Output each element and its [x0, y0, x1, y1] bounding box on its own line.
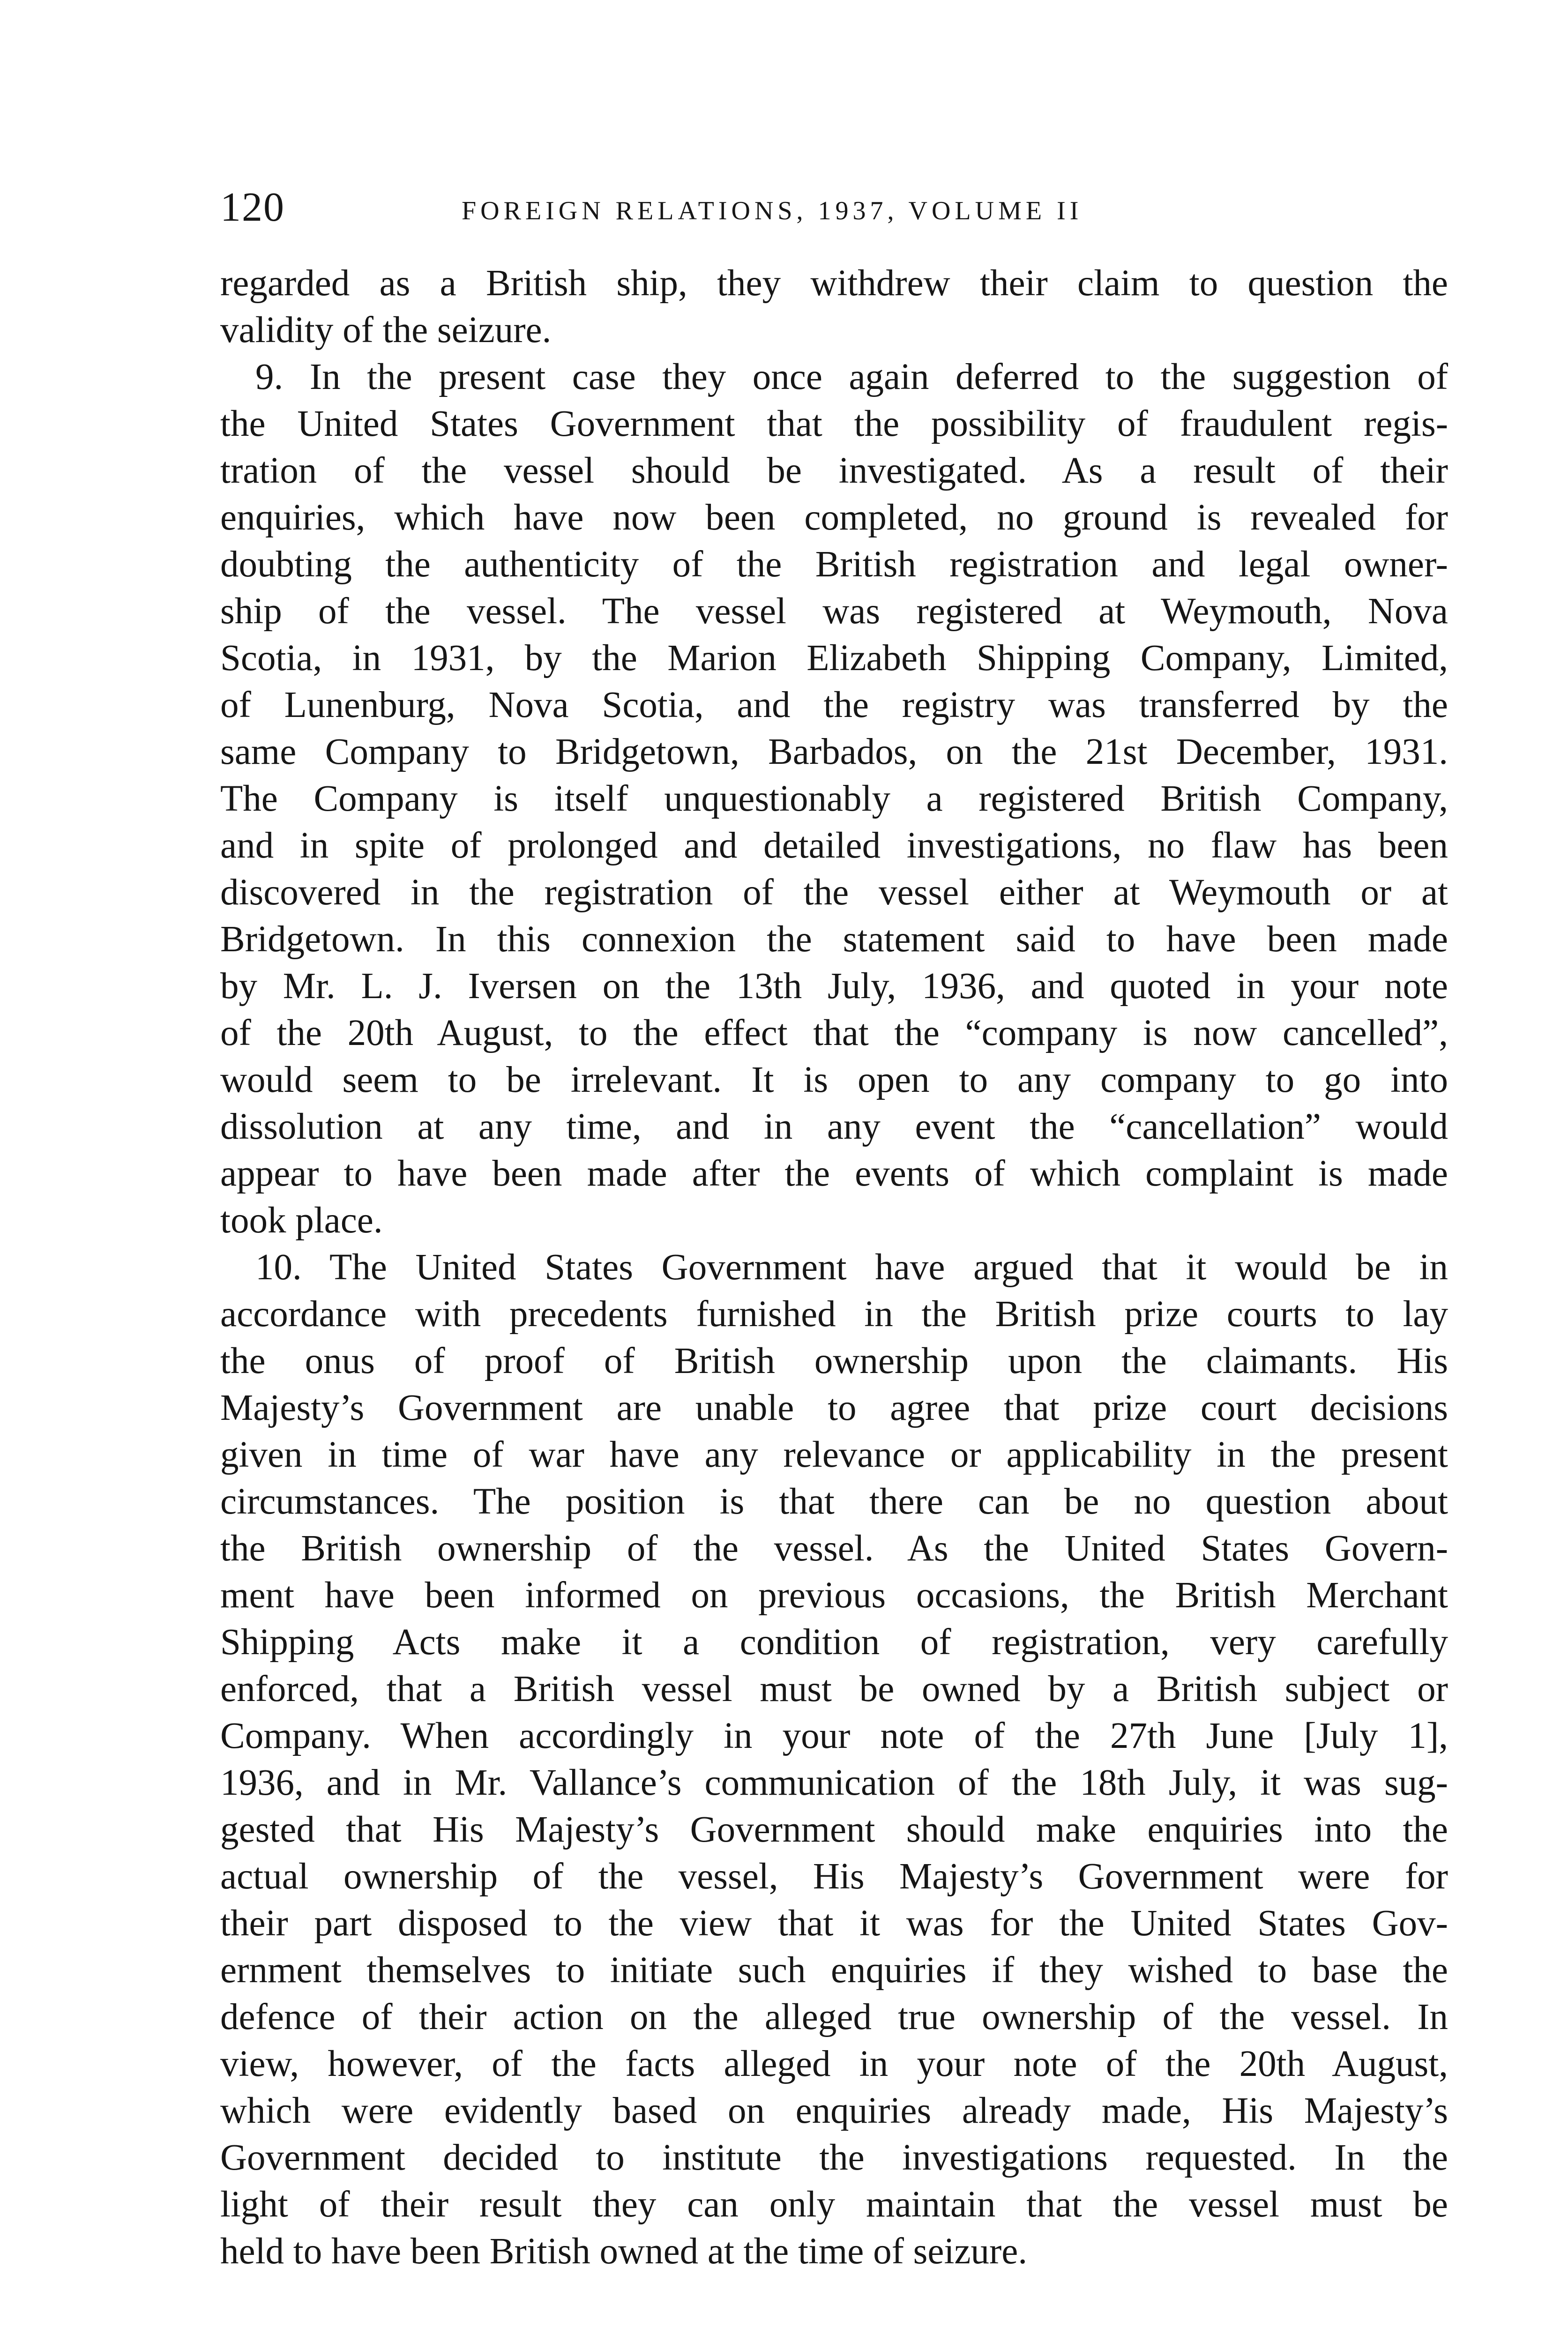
text-line: their part disposed to the view that it was for the United States Gov- — [220, 1903, 1448, 1944]
text-line: Bridgetown. In this connexion the statement said to have been made — [220, 919, 1448, 960]
text-line: 10. The United States Government have argued that it would be in — [255, 1247, 1448, 1288]
text-line: validity of the seizure. — [220, 310, 552, 351]
text-line: Company. When accordingly in your note of the 27th June [July 1], — [220, 1716, 1448, 1756]
text-line: appear to have been made after the events of which complaint is made — [220, 1153, 1448, 1194]
text-line: tration of the vessel should be investigated. As a result of their — [220, 450, 1448, 491]
text-line: accordance with precedents furnished in the British prize courts to lay — [220, 1294, 1448, 1335]
text-line: Scotia, in 1931, by the Marion Elizabeth Shipping Company, Limited, — [220, 638, 1448, 679]
text-line: and in spite of prolonged and detailed investigations, no flaw has been — [220, 825, 1448, 866]
text-line: the onus of proof of British ownership upon the claimants. His — [220, 1341, 1448, 1381]
page-header — [220, 182, 1448, 233]
text-line: discovered in the registration of the vessel either at Weymouth or at — [220, 872, 1448, 913]
text-line: same Company to Bridgetown, Barbados, on the 21st December, 1931. — [220, 731, 1448, 772]
text-line: dissolution at any time, and in any event the “cancellation” would — [220, 1106, 1448, 1147]
text-line: enquiries, which have now been completed, no ground is revealed for — [220, 497, 1448, 538]
text-line: The Company is itself unquestionably a registered British Company, — [220, 778, 1448, 819]
text-line: circumstances. The position is that there can be no question about — [220, 1481, 1448, 1522]
text-line: actual ownership of the vessel, His Majesty’s Government were for — [220, 1856, 1448, 1897]
text-line: gested that His Majesty’s Government should make enquiries into the — [220, 1809, 1448, 1850]
text-line: doubting the authenticity of the British registration and legal owner- — [220, 544, 1448, 585]
text-line: ship of the vessel. The vessel was registered at Weymouth, Nova — [220, 591, 1448, 632]
text-line: given in time of war have any relevance or applicability in the present — [220, 1434, 1448, 1475]
text-line: view, however, of the facts alleged in your note of the 20th August, — [220, 2044, 1448, 2084]
text-line: Shipping Acts make it a condition of registration, very carefully — [220, 1622, 1448, 1663]
page-number: 120 — [220, 185, 285, 230]
text-line: would seem to be irrelevant. It is open to any company to go into — [220, 1060, 1448, 1100]
text-line: 1936, and in Mr. Vallance’s communication of the 18th July, it was sug- — [220, 1762, 1448, 1803]
body-text — [220, 260, 1448, 2275]
text-line: of Lunenburg, Nova Scotia, and the registry was transferred by the — [220, 685, 1448, 725]
text-line: by Mr. L. J. Iversen on the 13th July, 1936, and quoted in your note — [220, 966, 1448, 1007]
text-line: Majesty’s Government are unable to agree that prize court decisions — [220, 1388, 1448, 1428]
text-line: held to have been British owned at the time of seizure. — [220, 2231, 1028, 2272]
text-line: defence of their action on the alleged true ownership of the vessel. In — [220, 1997, 1448, 2037]
text-line: took place. — [220, 1200, 383, 1241]
text-line: Government decided to institute the investigations requested. In the — [220, 2137, 1448, 2178]
text-line: ernment themselves to initiate such enquiries if they wished to base the — [220, 1950, 1448, 1991]
running-head: FOREIGN RELATIONS, 1937, VOLUME II — [462, 196, 1083, 225]
text-line: 9. In the present case they once again deferred to the suggestion of — [255, 357, 1448, 397]
text-line: ment have been informed on previous occasions, the British Merchant — [220, 1575, 1448, 1616]
text-line: which were evidently based on enquiries already made, His Majesty’s — [220, 2090, 1448, 2131]
text-line: of the 20th August, to the effect that the “company is now cancelled”, — [220, 1013, 1448, 1053]
text-line: regarded as a British ship, they withdrew their claim to question the — [220, 263, 1448, 304]
text-line: the British ownership of the vessel. As the United States Govern- — [220, 1528, 1448, 1569]
text-line: enforced, that a British vessel must be owned by a British subject or — [220, 1669, 1448, 1709]
text-line: light of their result they can only maintain that the vessel must be — [220, 2184, 1448, 2225]
text-line: the United States Government that the possibility of fraudulent regis- — [220, 403, 1448, 444]
